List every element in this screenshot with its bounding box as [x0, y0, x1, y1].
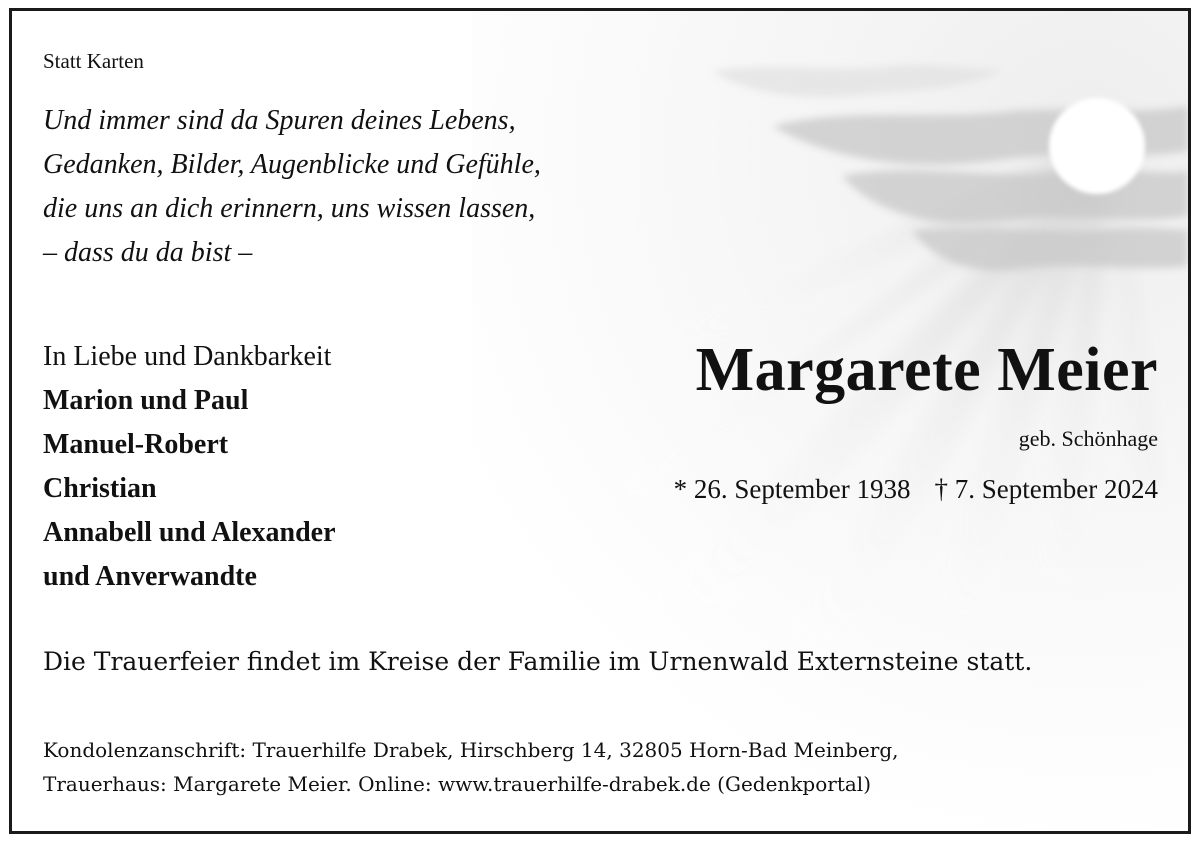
poem-line: – dass du da bist –	[43, 237, 253, 268]
mourner-name: und Anverwandte	[43, 561, 257, 592]
obituary-card	[9, 8, 1191, 834]
poem-line: Und immer sind da Spuren deines Lebens,	[43, 105, 516, 136]
mourner-name: Manuel-Robert	[43, 429, 229, 460]
header-label: Statt Karten	[43, 49, 144, 73]
poem-line: die uns an dich erinnern, uns wissen lassen,	[43, 193, 536, 224]
poem-line: Gedanken, Bilder, Augenblicke und Gefühle,	[43, 149, 541, 180]
mourner-name: Annabell und Alexander	[43, 517, 336, 548]
deceased-name: Margarete Meier	[695, 336, 1158, 404]
mourners-block	[43, 335, 336, 599]
poem	[43, 99, 541, 275]
sun-core	[1053, 102, 1141, 190]
mourners-intro: In Liebe und Dankbarkeit	[43, 341, 332, 372]
death-date: † 7. September 2024	[934, 474, 1158, 504]
contact-line: Trauerhaus: Margarete Meier. Online: www.trauerhilfe-drabek.de (Gedenkportal)	[43, 772, 871, 796]
life-dates	[674, 474, 1158, 505]
maiden-name: geb. Schönhage	[1018, 426, 1158, 451]
mourner-name: Christian	[43, 473, 157, 504]
contact-info	[43, 733, 899, 801]
mourner-name: Marion und Paul	[43, 385, 249, 416]
ceremony-notice: Die Trauerfeier findet im Kreise der Familie im Urnenwald Externsteine statt.	[43, 647, 1033, 676]
contact-line: Kondolenzanschrift: Trauerhilfe Drabek, Hirschberg 14, 32805 Horn-Bad Meinberg,	[43, 738, 899, 762]
birth-date: * 26. September 1938	[673, 474, 911, 504]
